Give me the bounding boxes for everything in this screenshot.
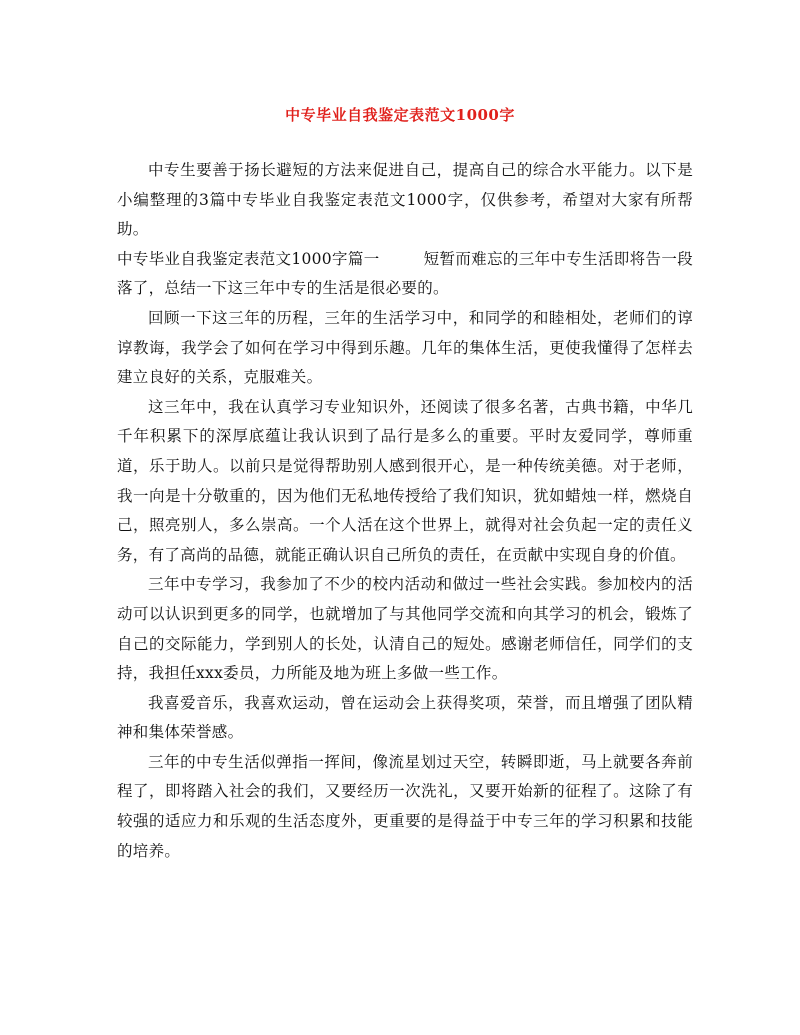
section-lead: 短暂而难忘的三年中专生活即将告一段落了，总结一下这三年中专的生活是很必要的。 — [117, 249, 693, 298]
section-paragraph — [117, 245, 693, 304]
intro-paragraph: 中专生要善于扬长避短的方法来促进自己，提高自己的综合水平能力。以下是小编整理的3篇中专毕业自我鉴定表范文1000字，仅供参考，希望对大家有所帮助。 — [117, 161, 693, 239]
body-paragraph: 这三年中，我在认真学习专业知识外，还阅读了很多名著，古典书籍，中华几千年积累下的深厚底蕴让我认识到了品行是多么的重要。平时友爱同学，尊师重道，乐于助人。以前只是觉得帮助别人感到很开心，是一种传统美德。对于老师，我一向是十分敬重的，因为他们无私地传授给了我们知识，犹如蜡烛一样，燃烧自己，照亮别人，多么崇高。一个人活在这个世界上，就得对社会负起一定的责任义务，有了高尚的品德，就能正确认识自己所负的责任，在贡献中实现自身的价值。 — [117, 397, 693, 564]
body-paragraph: 三年中专学习，我参加了不少的校内活动和做过一些社会实践。参加校内的活动可以认识到更多的同学，也就增加了与其他同学交流和向其学习的机会，锻炼了自己的交际能力，学到别人的长处，认清自己的短处。感谢老师信任，同学们的支持，我担任xxx委员，力所能及地为班上多做一些工作。 — [117, 575, 693, 683]
body-paragraph: 回顾一下这三年的历程，三年的生活学习中，和同学的和睦相处，老师们的谆谆教诲，我学会了如何在学习中得到乐趣。几年的集体生活，更使我懂得了怎样去建立良好的关系，克服难关。 — [117, 308, 693, 387]
document-body — [117, 156, 693, 866]
body-paragraph: 我喜爱音乐，我喜欢运动，曾在运动会上获得奖项，荣誉，而且增强了团队精神和集体荣誉感。 — [117, 693, 693, 742]
section-heading: 中专毕业自我鉴定表范文1000字篇一 — [117, 249, 380, 268]
body-paragraph: 三年的中专生活似弹指一挥间，像流星划过天空，转瞬即逝，马上就要各奔前程了，即将踏入社会的我们，又要经历一次洗礼，又要开始新的征程了。这除了有较强的适应力和乐观的生活态度外，更重要的是得益于中专三年的学习积累和技能的培养。 — [117, 752, 693, 860]
page-title: 中专毕业自我鉴定表范文1000字 — [285, 106, 515, 124]
